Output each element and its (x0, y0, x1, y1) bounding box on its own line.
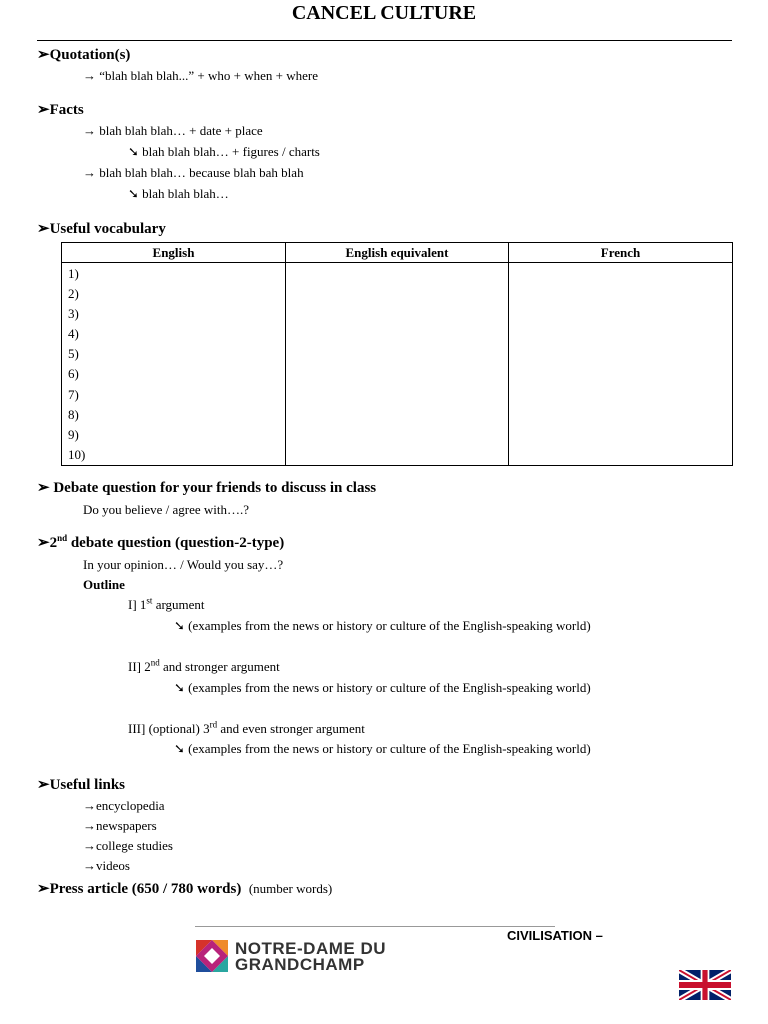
bullet-icon: ➢ (37, 102, 50, 118)
civilisation-label: CIVILISATION – (507, 928, 603, 943)
row-number: 8) (68, 406, 79, 422)
argument-1: I] 1st argument (128, 595, 205, 612)
outline-label: Outline (83, 577, 125, 592)
column-header-english: English (62, 243, 286, 263)
bullet-icon: ➢ (37, 480, 50, 496)
row-number: 9) (68, 426, 79, 442)
argument-3: III] (optional) 3rd and even stronger argument (128, 719, 365, 736)
logo-text-line-1: NOTRE-DAME DU (235, 939, 386, 958)
bullet-icon: ➢ (37, 535, 50, 551)
facts-line-4: ➘ blah blah blah… (128, 186, 229, 201)
bullet-icon: ➢ (37, 777, 50, 793)
facts-line-3: → blah blah blah… because blah bah blah (83, 165, 304, 180)
argument-2-examples: ➘ (examples from the news or history or culture of the English-speaking world) (174, 680, 591, 695)
argument-3-examples: ➘ (examples from the news or history or culture of the English-speaking world) (174, 741, 591, 756)
argument-2: II] 2nd and stronger argument (128, 657, 280, 674)
links-heading: ➢Useful links (37, 777, 126, 793)
logo-text-line-2: GRANDCHAMP (235, 955, 365, 974)
link-college-studies[interactable]: →college studies (83, 838, 173, 853)
bullet-icon: ➢ (37, 881, 50, 897)
column-header-french: French (509, 243, 733, 263)
uk-flag-icon (679, 970, 731, 1000)
quotations-line: → “blah blah blah...” + who + when + where (83, 68, 318, 83)
facts-heading: ➢Facts (37, 102, 84, 118)
vocabulary-heading: ➢Useful vocabulary (37, 221, 166, 237)
quotations-heading: ➢Quotation(s) (37, 47, 131, 63)
english-column-cell[interactable] (62, 263, 286, 466)
debate2-line: In your opinion… / Would you say…? (83, 557, 284, 572)
english-equivalent-column-cell[interactable] (286, 263, 509, 466)
debate1-heading: ➢ Debate question for your friends to discuss in class (37, 480, 377, 496)
footer-divider (195, 926, 555, 927)
school-logo-mark (196, 940, 228, 972)
vocabulary-table (61, 242, 733, 466)
row-number: 3) (68, 306, 79, 322)
argument-1-examples: ➘ (examples from the news or history or culture of the English-speaking world) (174, 618, 591, 633)
french-column-cell[interactable] (509, 263, 733, 466)
column-header-english-equivalent: English equivalent (286, 243, 509, 263)
debate1-line: Do you believe / agree with….? (83, 502, 250, 517)
row-number: 10) (68, 446, 86, 462)
debate2-heading: ➢2nd debate question (question-2-type) (37, 533, 285, 551)
row-number: 5) (68, 346, 79, 362)
uk-flag-graphic (679, 970, 731, 1000)
row-number: 4) (68, 326, 79, 342)
bullet-icon: ➢ (37, 47, 50, 63)
press-heading: ➢Press article (650 / 780 words) (number words) (37, 881, 333, 897)
row-number: 6) (68, 366, 79, 382)
title-rule (37, 40, 732, 41)
press-note: (number words) (248, 881, 333, 896)
link-encyclopedia[interactable]: →encyclopedia (83, 798, 165, 813)
row-number: 2) (68, 286, 79, 302)
bullet-icon: ➢ (37, 221, 50, 237)
row-number-list (62, 263, 285, 465)
facts-line-1: → blah blah blah… + date + place (83, 123, 263, 138)
facts-line-2: ➘ blah blah blah… + figures / charts (128, 144, 320, 159)
link-newspapers[interactable]: →newspapers (83, 818, 157, 833)
school-logo-icon (196, 940, 228, 972)
row-number: 1) (68, 266, 79, 281)
row-number: 7) (68, 386, 79, 402)
document-title: CANCEL CULTURE (291, 2, 477, 24)
link-videos[interactable]: →videos (83, 858, 130, 873)
